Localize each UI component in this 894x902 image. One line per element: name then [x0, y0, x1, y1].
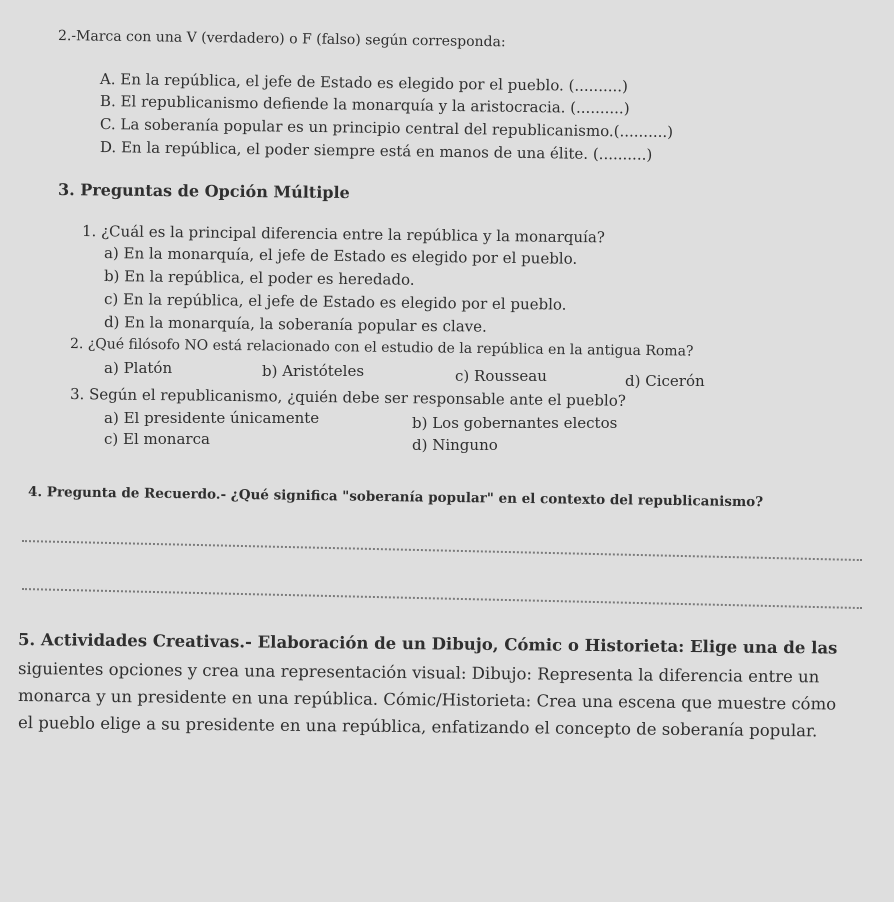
q2-option-d: d) Cicerón: [625, 372, 705, 390]
section5-line-4: el pueblo elige a su presidente en una república, enfatizando el concepto de soberanía popular.: [17, 713, 818, 741]
q3-text: 3. Según el republicanismo, ¿quién debe ser responsable ante el pueblo?: [69, 385, 626, 410]
answer-line-2[interactable]: [22, 588, 862, 609]
q3-option-a: a) El presidente únicamente: [104, 409, 320, 427]
q1-option-b: b) En la república, el poder es heredado.: [103, 267, 415, 289]
q3-option-d: d) Ninguno: [412, 436, 498, 454]
q3-option-b: b) Los gobernantes electos: [412, 414, 618, 432]
answer-line-1[interactable]: [22, 540, 862, 561]
section5-line-1: 5. Actividades Creativas.- Elaboración de un Dibujo, Cómic o Historieta: Elige una de las: [17, 630, 838, 658]
q3-option-c: c) El monarca: [104, 430, 210, 448]
tf-item-b: B. El republicanismo defiende la monarquía y la aristocracia. (..........): [99, 92, 630, 118]
q1-option-c: c) En la república, el jefe de Estado es elegido por el pueblo.: [103, 290, 567, 314]
q1-option-a: a) En la monarquía, el jefe de Estado es elegido por el pueblo.: [103, 244, 578, 268]
q2-option-a: a) Platón: [104, 359, 173, 377]
tf-item-c: C. La soberanía popular es un principio central del republicanismo.(..........): [99, 115, 674, 142]
q2-option-b: b) Aristóteles: [262, 362, 365, 380]
section4-title: 4. Pregunta de Recuerdo.- ¿Qué significa "soberanía popular" en el contexto del republicanismo?: [27, 484, 764, 511]
tf-item-d: D. En la república, el poder siempre está en manos de una élite. (..........): [99, 138, 653, 164]
q2-option-c: c) Rousseau: [455, 367, 547, 385]
q1-text: 1. ¿Cuál es la principal diferencia entre la república y la monarquía?: [81, 222, 606, 247]
section2-title: 2.-Marca con una V (verdadero) o F (falso) según corresponda:: [57, 28, 506, 51]
tf-item-a: A. En la república, el jefe de Estado es elegido por el pueblo. (..........): [99, 70, 629, 96]
section5-line-3: monarca y un presidente en una república. Cómic/Historieta: Crea una escena que muestre cómo: [17, 686, 837, 714]
q2-text: 2. ¿Qué filósofo NO está relacionado con el estudio de la república en la antigua Roma?: [69, 336, 694, 360]
section3-title: 3. Preguntas de Opción Múltiple: [57, 180, 350, 203]
q1-option-d: d) En la monarquía, la soberanía popular es clave.: [103, 313, 487, 336]
section5-line-2: siguientes opciones y crea una representación visual: Dibujo: Representa la diferencia entre un: [17, 659, 820, 687]
